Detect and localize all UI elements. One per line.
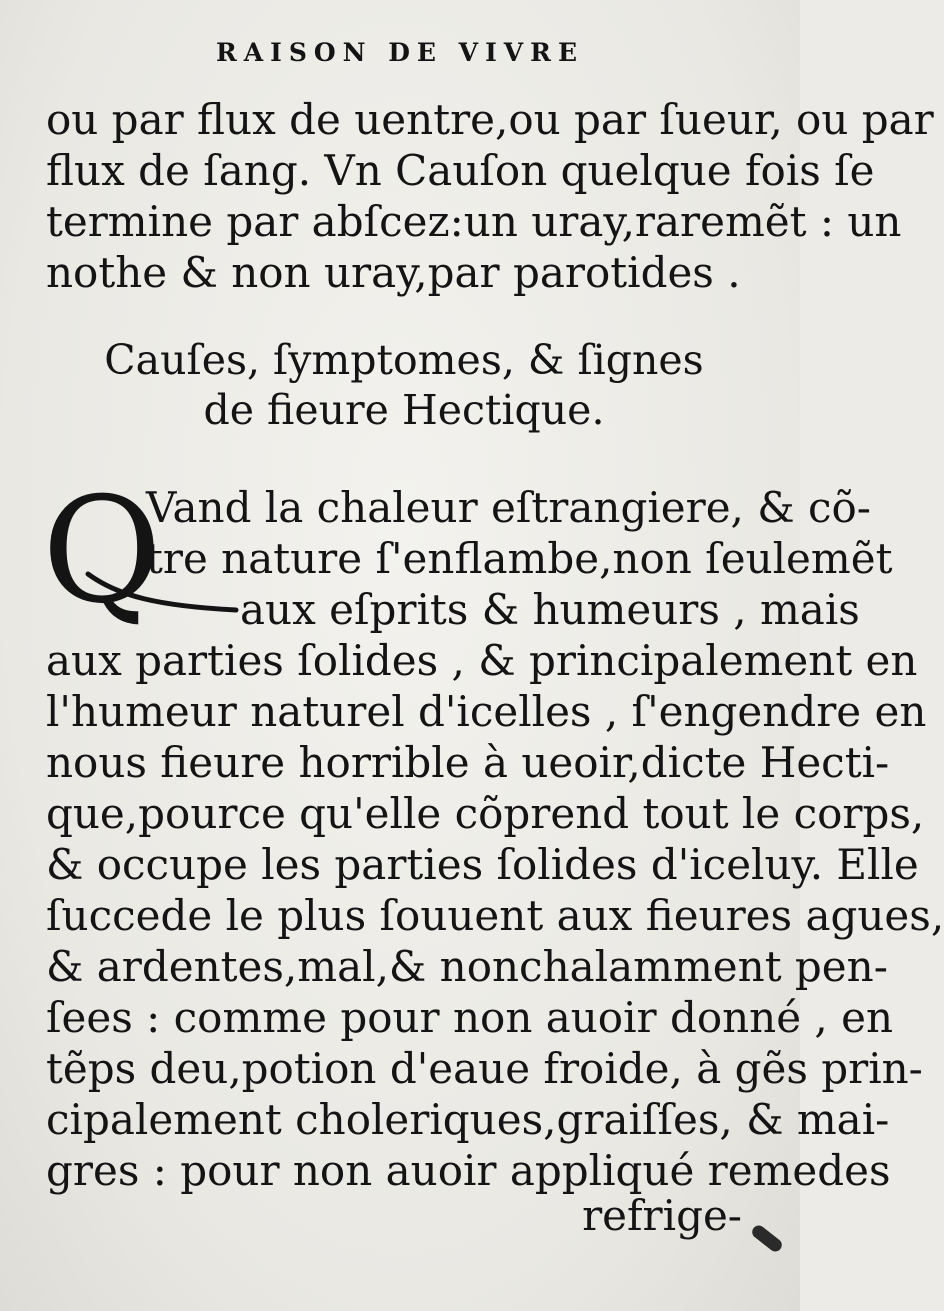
text-line: aux eſprits & humeurs , mais — [240, 585, 860, 634]
text-line: flux de ſang. Vn Cauſon quelque fois ſe — [46, 146, 875, 195]
text-line: tẽps deu,potion d'eaue froide, à gẽs prin- — [46, 1044, 923, 1093]
text-line: que,pource qu'elle cõprend tout le corps, — [46, 789, 925, 838]
section-heading-line-1: Cauſes, ſymptomes, & ſignes — [104, 336, 704, 384]
text-line: & occupe les parties ſolides d'iceluy. Elle — [46, 840, 919, 889]
text-line: l'humeur naturel d'icelles , ſ'engendre en — [46, 687, 927, 736]
text-line: gres : pour non auoir appliqué remedes — [46, 1146, 891, 1195]
text-line: Vand la chaleur eſtrangiere, & cõ- — [146, 483, 871, 532]
section-heading-line-2: de fieure Hectique. — [203, 386, 605, 434]
text-line: ſees : comme pour non auoir donné , en — [46, 993, 894, 1042]
catchword: refrige- — [582, 1191, 742, 1240]
text-line: ſuccede le plus ſouuent aux fieures agues, — [46, 891, 944, 940]
text-line: & ardentes,mal,& nonchalamment pen- — [46, 942, 888, 991]
running-head: RAISON DE VIVRE — [215, 38, 584, 67]
text-line: nous fieure horrible à ueoir,dicte Hecti- — [46, 738, 890, 787]
text-line: tre nature ſ'enflambe,non ſeulemẽt — [146, 534, 893, 583]
text-line: aux parties ſolides , & principalement en — [46, 636, 918, 685]
ink-speck — [750, 1223, 785, 1254]
text-line: nothe & non uray,par parotides . — [46, 248, 741, 297]
text-line: cipalement choleriques,graiſſes, & mai- — [46, 1095, 890, 1144]
text-line: termine par abſcez:un uray,raremẽt : un — [46, 197, 902, 246]
drop-cap: Q — [42, 466, 162, 636]
text-line: ou par flux de uentre,ou par ſueur, ou par — [46, 95, 934, 144]
